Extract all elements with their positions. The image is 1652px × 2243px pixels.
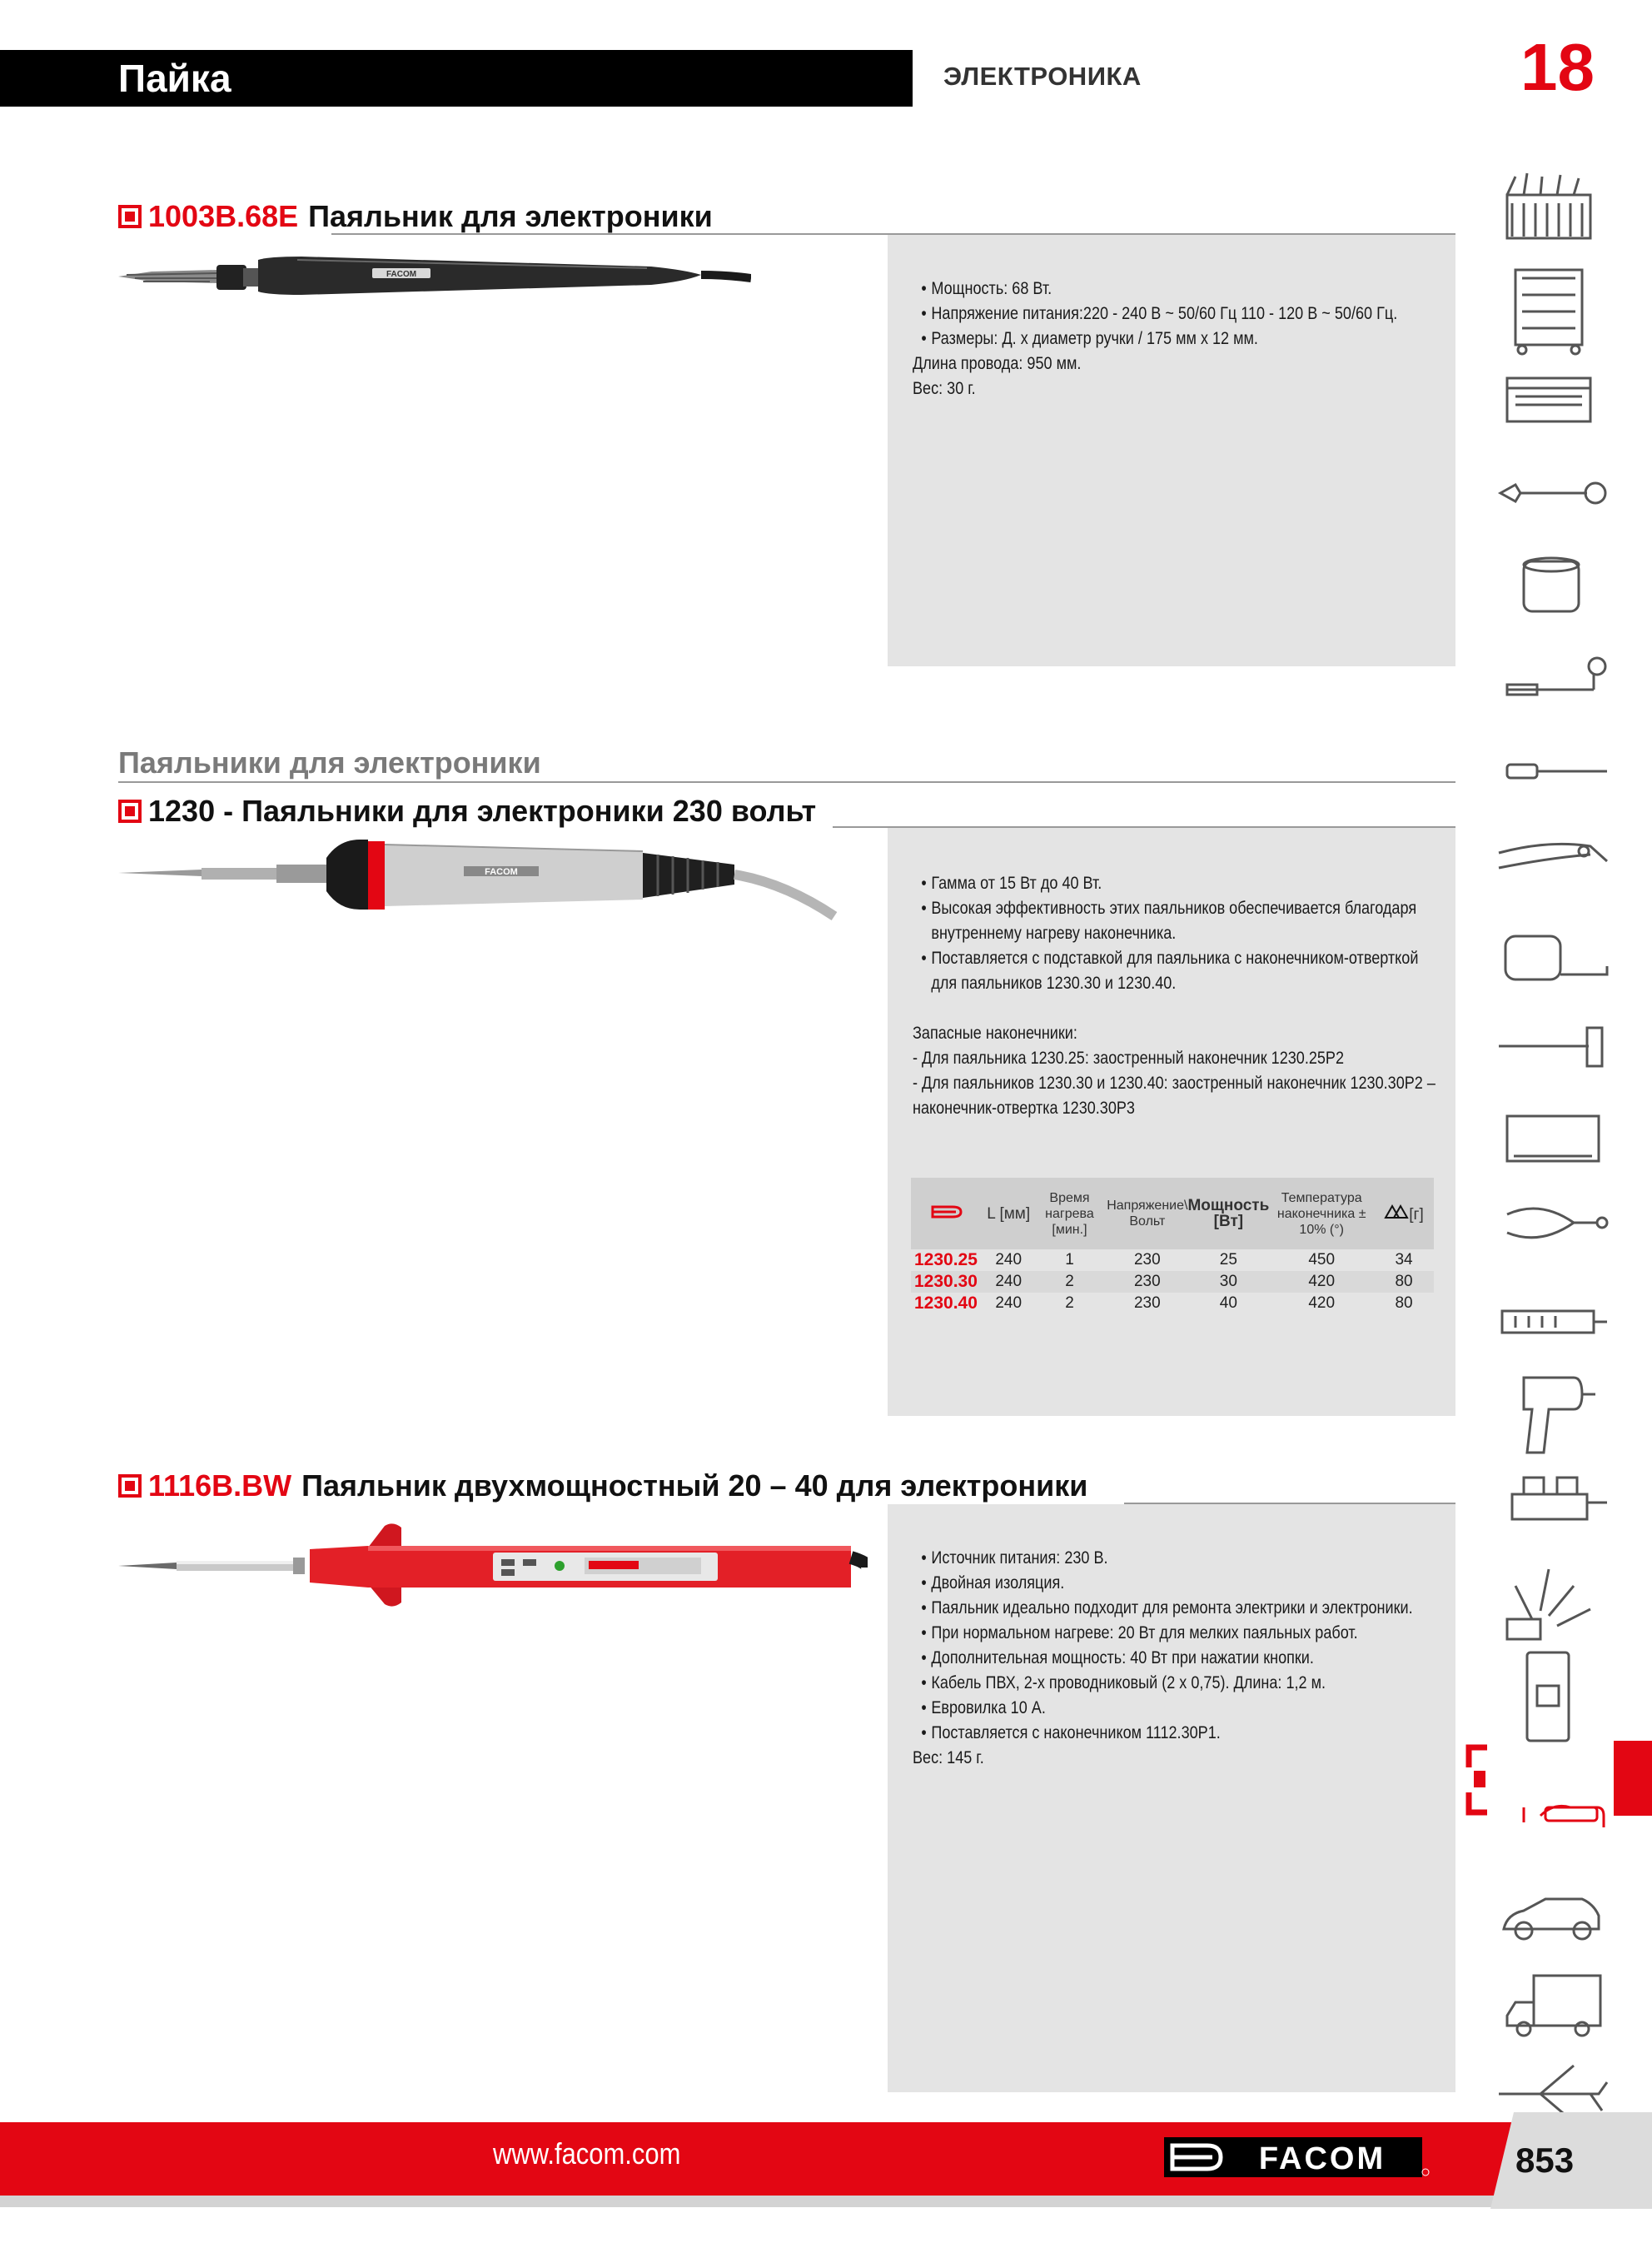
description-2 bbox=[913, 871, 1442, 1121]
product-name: Паяльник для электроники bbox=[308, 199, 713, 233]
drawer-icon[interactable] bbox=[1507, 378, 1590, 421]
product-heading-3 bbox=[118, 1468, 1087, 1504]
section-title: ЭЛЕКТРОНИКА bbox=[943, 62, 1142, 91]
description-line: Запасные наконечники: bbox=[913, 1024, 1077, 1043]
description-line: - Для паяльника 1230.25: заостренный наконечник 1230.25P2 bbox=[913, 1049, 1345, 1068]
soldering-icon[interactable] bbox=[1524, 1806, 1604, 1827]
spec-table bbox=[911, 1178, 1434, 1314]
table-cell: 420 bbox=[1269, 1271, 1374, 1293]
table-cell: 1 bbox=[1065, 1251, 1074, 1269]
description-bullet: • Дополнительная мощность: 40 Вт при нажатии кнопки. bbox=[913, 1646, 1442, 1671]
facom-logo bbox=[1164, 2134, 1431, 2181]
facom-logo-text: FACOM bbox=[1258, 2141, 1386, 2176]
socket-icon[interactable] bbox=[1524, 558, 1579, 611]
puller-icon[interactable] bbox=[1507, 1209, 1607, 1238]
bullet-square-icon bbox=[118, 1474, 142, 1498]
description-line: - Для паяльников 1230.30 и 1230.40: заостренный наконечник 1230.30P2 – наконечник-отвертка 1230.30P3 bbox=[913, 1074, 1436, 1118]
description-bullet: • Напряжение питания:220 - 240 В ~ 50/60 Гц 110 - 120 В ~ 50/60 Гц. bbox=[913, 302, 1442, 326]
description-3 bbox=[913, 1546, 1442, 1771]
chapter-number: 18 bbox=[1520, 30, 1595, 104]
category-rule bbox=[118, 781, 1455, 783]
tool-box-icon[interactable] bbox=[1507, 173, 1590, 238]
table-cell: 2 bbox=[1065, 1294, 1074, 1312]
facom-reference-icon bbox=[931, 1204, 964, 1220]
table-cell: 34 bbox=[1395, 1251, 1413, 1269]
bullet-square-icon bbox=[118, 205, 142, 228]
soldering-iron-1230-image bbox=[118, 833, 851, 925]
active-category-bracket bbox=[1464, 1744, 1489, 1816]
table-cell-reference: 1230.30 bbox=[911, 1271, 985, 1293]
description-line: Вес: 145 г. bbox=[913, 1748, 984, 1767]
table-cell: 240 bbox=[985, 1271, 1032, 1293]
hacksaw-icon[interactable] bbox=[1507, 1116, 1599, 1161]
description-line bbox=[913, 996, 1442, 1021]
table-cell: 230 bbox=[1133, 1294, 1161, 1312]
table-cell: 240 bbox=[995, 1251, 1023, 1269]
description-bullet: • Паяльник идеально подходит для ремонта электрики и электроники. bbox=[913, 1596, 1442, 1621]
table-cell: 2 bbox=[1032, 1271, 1107, 1293]
screwdriver-icon[interactable] bbox=[1507, 765, 1607, 778]
torque-wrench-icon[interactable] bbox=[1502, 1311, 1607, 1333]
description-bullet: • Источник питания: 230 В. bbox=[913, 1546, 1442, 1571]
category-sidebar bbox=[1490, 170, 1615, 2219]
soldering-iron-1116b-image bbox=[118, 1516, 868, 1624]
description-bullet: • Поставляется с наконечником 1112.30P1. bbox=[913, 1721, 1442, 1746]
description-line: Длина провода: 950 мм. bbox=[913, 354, 1082, 373]
description-bullet: • Мощность: 68 Вт. bbox=[913, 277, 1442, 302]
table-cell-reference: 1230.25 bbox=[914, 1250, 978, 1269]
table-cell: 25 bbox=[1219, 1251, 1237, 1269]
description-bullet: • Поставляется с подставкой для паяльника с наконечником-отверткой для паяльников 1230.30 и 1230.40. bbox=[913, 946, 1442, 996]
soldering-iron-1003b-image bbox=[118, 242, 751, 308]
description-bullet: • Высокая эффективность этих паяльников обеспечивается благодаря внутреннему нагреву наконечника. bbox=[913, 896, 1442, 946]
circuit-breaker-icon[interactable] bbox=[1527, 1652, 1569, 1741]
table-row bbox=[911, 1293, 1434, 1314]
tape-measure-icon[interactable] bbox=[1505, 936, 1607, 979]
page-title: Пайка bbox=[118, 57, 231, 100]
table-cell: 420 bbox=[1308, 1294, 1336, 1312]
ratchet-icon[interactable] bbox=[1507, 658, 1605, 695]
car-icon[interactable] bbox=[1504, 1899, 1599, 1939]
col-length: L [мм] bbox=[985, 1178, 1032, 1249]
wrench-icon[interactable] bbox=[1500, 483, 1605, 503]
table-row bbox=[911, 1271, 1434, 1293]
table-cell: 40 bbox=[1219, 1294, 1237, 1312]
description-bullet: • Размеры: Д. х диаметр ручки / 175 мм х 12 мм. bbox=[913, 326, 1442, 351]
table-cell: 230 bbox=[1107, 1271, 1187, 1293]
table-row bbox=[911, 1249, 1434, 1271]
description-bullet: • Евровилка 10 А. bbox=[913, 1696, 1442, 1721]
description-line: Вес: 30 г. bbox=[913, 379, 976, 398]
weight-icon bbox=[1384, 1204, 1409, 1219]
col-tip-temperature: Температура наконечника ± 10% (°) bbox=[1269, 1178, 1374, 1249]
product-heading-1 bbox=[118, 198, 713, 235]
active-chapter-tab[interactable] bbox=[1614, 1741, 1652, 1816]
description-bullet: • При нормальном нагреве: 20 Вт для мелких паяльных работ. bbox=[913, 1621, 1442, 1646]
product-name: Паяльник двухмощностный 20 – 40 для электроники bbox=[301, 1468, 1088, 1503]
impact-wrench-icon[interactable] bbox=[1524, 1378, 1595, 1453]
vise-icon[interactable] bbox=[1512, 1478, 1607, 1519]
safety-icon[interactable] bbox=[1507, 1569, 1590, 1639]
iron-brand-label: FACOM bbox=[386, 270, 417, 279]
hammer-icon[interactable] bbox=[1499, 1028, 1602, 1066]
footer-url[interactable]: www.facom.com bbox=[493, 2136, 681, 2171]
col-heat-time: Время нагрева [мин.] bbox=[1032, 1178, 1107, 1249]
table-cell: 80 bbox=[1395, 1294, 1413, 1312]
description-bullet: • Кабель ПВХ, 2-х проводниковый (2 х 0,75). Длина: 1,2 м. bbox=[913, 1671, 1442, 1696]
table-cell: 80 bbox=[1374, 1271, 1434, 1293]
iron-brand-label: FACOM bbox=[485, 867, 518, 877]
table-cell: 450 bbox=[1308, 1251, 1336, 1269]
description-bullet: • Двойная изоляция. bbox=[913, 1571, 1442, 1596]
table-cell-reference: 1230.40 bbox=[914, 1293, 978, 1313]
product-code: 1116B.BW bbox=[148, 1468, 292, 1503]
col-weight: [г] bbox=[1374, 1178, 1434, 1249]
col-voltage: Напряжение\ Вольт bbox=[1107, 1178, 1187, 1249]
table-cell: 30 bbox=[1187, 1271, 1269, 1293]
col-power: Мощность [Вт] bbox=[1187, 1178, 1269, 1249]
tool-cabinet-icon[interactable] bbox=[1515, 270, 1582, 354]
truck-icon[interactable] bbox=[1507, 1976, 1600, 2036]
category-title: Паяльники для электроники bbox=[118, 745, 541, 780]
pliers-icon[interactable] bbox=[1499, 844, 1607, 868]
table-cell: 240 bbox=[995, 1294, 1023, 1312]
footer-stripe bbox=[0, 2196, 1652, 2207]
page-number: 853 bbox=[1515, 2141, 1575, 2180]
bullet-square-icon bbox=[118, 800, 142, 823]
product-code: 1003B.68E bbox=[148, 199, 299, 233]
product-name: 1230 - Паяльники для электроники 230 вольт bbox=[148, 794, 817, 828]
ref-column-header bbox=[911, 1178, 985, 1249]
table-cell: 230 bbox=[1133, 1251, 1161, 1269]
description-bullet: • Гамма от 15 Вт до 40 Вт. bbox=[913, 871, 1442, 896]
product-heading-2 bbox=[118, 793, 816, 830]
description-1 bbox=[913, 277, 1442, 401]
